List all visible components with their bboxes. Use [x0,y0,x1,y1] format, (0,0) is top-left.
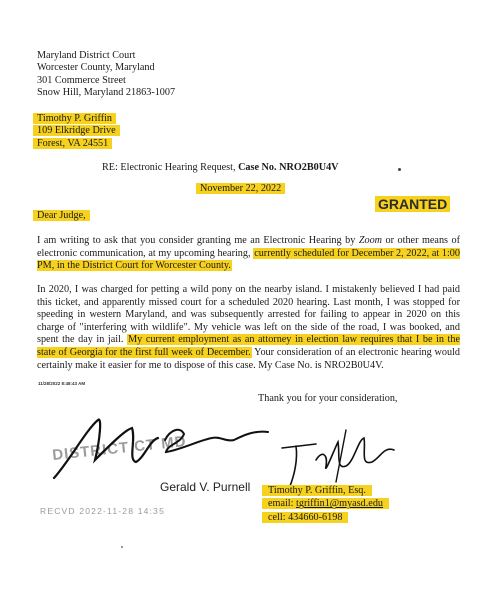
scan-speck [398,168,401,171]
para1-zoom: Zoom [358,235,383,246]
court-name: Maryland District Court [37,50,136,61]
re-case-number: Case No. NRO2B0U4V [238,162,339,173]
para1-highlight: currently scheduled for December 2, 2022, at 1:00 PM, in the District Court for Worcester County. [37,247,460,272]
re-line [102,162,339,174]
paragraph-request [37,235,460,273]
signature-block [262,485,389,524]
scan-speck [121,546,123,548]
judge-name: Gerald V. Purnell [160,480,251,494]
judge-signature-icon [40,400,290,490]
sender-city: Forest, VA 24551 [33,138,112,149]
para2-text-a: In 2020, I was charged for petting a wild pony on the nearby island. I mistakenly believed I had paid this ticket, and apparently missed court for a scheduled 2020 hearing. Last month, I was stopped for speeding in western Maryland, and was subsequently arrested for failing to appear in 2020 on this charge of "interfering with wildlife". My vehicle was left on the side of the road, I was booked, and spent the day in jail. [37,284,460,346]
signer-cell: cell: 434660-6198 [262,512,348,523]
court-address [37,50,175,100]
paragraph-explanation [37,284,460,372]
para2-text-b: Your consideration of an electronic hearing would certainly make it easier for me to dispose of this case. My Case No. is NRO2B0U4V. [37,346,461,371]
court-city: Snow Hill, Maryland 21863-1007 [37,87,176,99]
received-stamp: RECVD 2022-11-28 14:35 [40,506,165,516]
signer-name: Timothy P. Griffin, Esq. [262,485,372,496]
letter-date: November 22, 2022 [196,183,285,194]
granted-stamp: GRANTED [375,196,450,212]
salutation: Dear Judge, [33,210,90,221]
closing-line: Thank you for your consideration, [258,393,398,404]
district-court-stamp: DISTRICT CT MD [51,432,188,465]
court-county: Worcester County, Maryland [37,62,155,74]
sender-address [33,113,120,150]
signer-email-label: email: [268,498,297,510]
para1-text-b: or other means of electronic communication, at my upcoming hearing, [37,235,460,259]
para1-text-a: I am writing to ask that you consider granting me an Electronic Hearing by [37,235,359,246]
signer-email-line [262,498,389,509]
re-prefix: RE: Electronic Hearing Request, [102,162,239,173]
griffin-signature-icon [276,420,406,495]
para2-highlight: My current employment as an attorney in election law requires that I be in the state of Georgia for the first full week of December. [37,334,461,358]
court-street: 301 Commerce Street [37,74,126,86]
sender-street: 109 Elkridge Drive [33,125,120,136]
sender-name: Timothy P. Griffin [33,113,116,124]
filing-timestamp: 11/28/2022 8:48:43 AM [38,381,86,386]
signer-email-link[interactable]: tgriffin1@myasd.edu [296,498,384,510]
